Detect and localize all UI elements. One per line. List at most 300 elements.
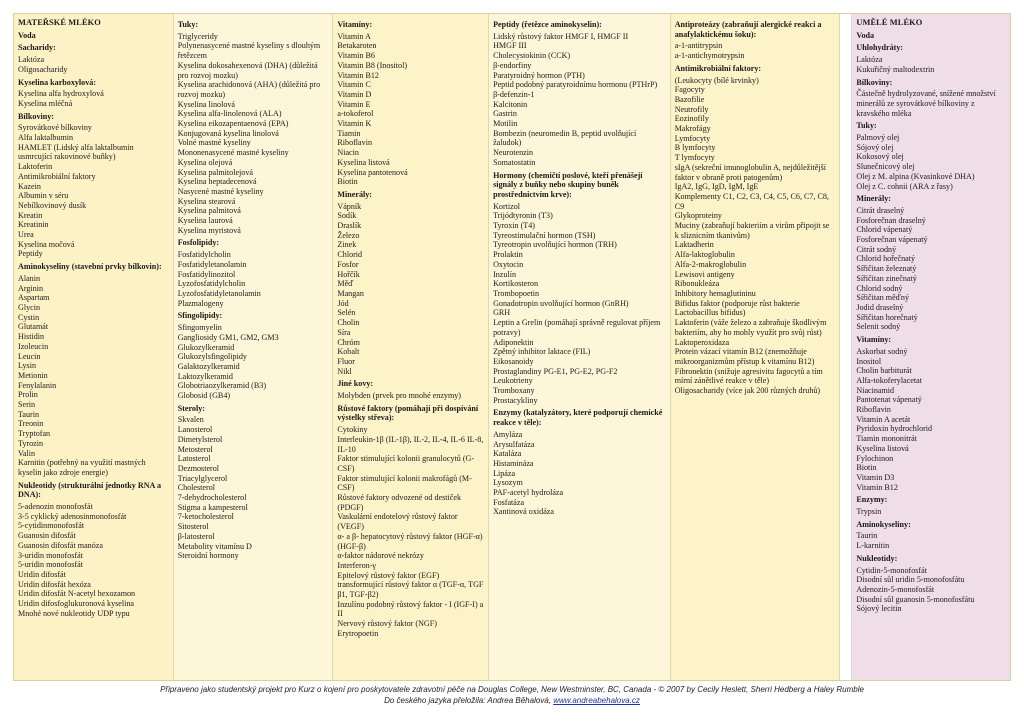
component-item: Muciny (zabraňují bakteriím a virům připojit se k sliznicním tkanivům) bbox=[674, 221, 830, 240]
section-heading: Vitamíny: bbox=[856, 335, 892, 345]
component-item: Lyzofosfatidylcholin bbox=[177, 279, 246, 289]
component-item: IgA2, IgG, IgD, IgM, IgE bbox=[674, 182, 759, 192]
component-item: Adenozin-5-monofosfát bbox=[856, 584, 935, 594]
component-item: Částečně hydrolyzované, snížené množství minerálů ze syrovátkové bílkoviny z kravského mléka bbox=[856, 89, 996, 118]
component-item: Ribonukleáza bbox=[674, 279, 720, 289]
component-item: 5-uridin monofosfát bbox=[18, 560, 83, 570]
section-heading: Sfingolipidy: bbox=[177, 311, 223, 321]
section-heading: Fosfolipidy: bbox=[177, 238, 220, 248]
section-heading: Nukleotidy (strukturální jednotky RNA a DNA): bbox=[18, 480, 162, 500]
component-item: Cytidin-5-monofosfát bbox=[856, 565, 927, 575]
component-item: Síra bbox=[337, 327, 351, 337]
component-item: Tromboxany bbox=[493, 386, 535, 396]
component-item: Guanosin difosfát bbox=[18, 531, 76, 541]
column-breast-milk-fats bbox=[174, 14, 334, 680]
component-item: Nasycené mastné kyseliny bbox=[177, 186, 264, 196]
component-list bbox=[178, 250, 329, 308]
component-item: α- a β- hepatocytový růstový faktor (HGF-α) (HGF-β) bbox=[337, 531, 483, 551]
section-block bbox=[178, 20, 329, 235]
section-heading: Steroly: bbox=[177, 403, 205, 413]
component-item: Fosfatáza bbox=[493, 497, 525, 507]
section-heading: Vitamíny: bbox=[337, 20, 373, 29]
component-item: Alanin bbox=[18, 273, 41, 283]
component-item: Motilin bbox=[493, 119, 518, 129]
section-block bbox=[18, 78, 169, 109]
section-heading: Hormony (chemičtí poslové, kteří přenášejí signály z buňky nebo skupiny buněk prostřednictvím krve): bbox=[493, 170, 643, 199]
component-item: Olej z M. alpina (Kvasinkové DHA) bbox=[856, 171, 975, 181]
component-list bbox=[337, 425, 484, 638]
component-item: Prolin bbox=[18, 390, 38, 400]
component-item: Metabolity vitamínu D bbox=[177, 541, 252, 551]
component-item: Aspartam bbox=[18, 293, 50, 303]
component-item: Metosterol bbox=[177, 444, 213, 454]
component-item: Oligosacharidy (více jak 200 různých druhů) bbox=[674, 386, 821, 396]
component-item: Fylochinon bbox=[856, 453, 894, 463]
component-item: Globotriaozylkeramid (B3) bbox=[177, 381, 267, 391]
component-item: Laktoferin (váže železo a zabraňuje škodlivým bakteriím, aby ho mohly využít pro svůj růst) bbox=[674, 318, 827, 337]
section-heading: Růstové faktory (pomáhají při dospívání výstelky střeva): bbox=[337, 403, 479, 423]
component-item: Histamináza bbox=[493, 458, 534, 468]
component-list bbox=[856, 133, 1006, 191]
component-item: transformující růstový faktor α (TGF-α, TGF β1, TGF-β2) bbox=[337, 580, 484, 600]
component-item: Mangan bbox=[337, 288, 364, 298]
component-item: Zinek bbox=[337, 240, 357, 250]
component-item: Cholin bbox=[337, 318, 360, 328]
component-item: Dezmosterol bbox=[177, 463, 220, 473]
component-item: Gonadotropin uvolňující hormon (GnRH) bbox=[493, 298, 629, 308]
component-item: Citrát sodný bbox=[856, 244, 897, 254]
component-item: Tyrozin bbox=[18, 438, 44, 448]
component-item: Neutrofily bbox=[674, 104, 709, 114]
component-item: Riboflavin bbox=[337, 138, 372, 148]
component-item: Kortikosteron bbox=[493, 279, 539, 289]
component-item: Fosfor bbox=[337, 259, 359, 269]
component-item: Uridin difosfát hexóza bbox=[18, 579, 91, 589]
component-item: Fenylalanin bbox=[18, 380, 57, 390]
component-item: Arginin bbox=[18, 283, 44, 293]
section-block bbox=[675, 20, 836, 61]
component-item: Inositol bbox=[856, 356, 882, 366]
component-item: Neurotenzin bbox=[493, 148, 534, 158]
component-item: Laktoferin bbox=[18, 162, 53, 172]
component-item: Glukozylsfingolipidy bbox=[177, 352, 247, 362]
component-item: Palmový olej bbox=[856, 133, 900, 143]
component-item: Kalcitonin bbox=[493, 99, 528, 109]
component-item: Glukozylkeramid bbox=[177, 342, 235, 352]
section-heading: Uhlohydráty: bbox=[856, 43, 904, 53]
component-item: Kokosový olej bbox=[856, 152, 904, 162]
component-item: Izoleucin bbox=[18, 341, 49, 351]
component-list bbox=[856, 89, 1006, 118]
component-item: 5-cytidinmonofosfát bbox=[18, 521, 85, 531]
section-block bbox=[18, 481, 169, 619]
component-item: Interleukin-1β (IL-1β), IL-2, IL-4, IL-6 IL-8, IL-10 bbox=[337, 434, 484, 454]
component-list bbox=[178, 32, 329, 236]
component-item: Slunečnicový olej bbox=[856, 162, 915, 172]
column-formula-milk bbox=[852, 14, 1010, 680]
component-item: a-1-antichymotrypsin bbox=[674, 51, 745, 61]
component-list bbox=[18, 123, 169, 259]
section-block bbox=[18, 43, 169, 74]
component-item: 3-uridin monofosfát bbox=[18, 550, 83, 560]
component-item: Stigma a kampesterol bbox=[177, 502, 248, 512]
component-item: Prostacykliny bbox=[493, 395, 538, 405]
component-item: Kortizol bbox=[493, 201, 521, 211]
component-item: Oligosacharidy bbox=[18, 64, 68, 74]
component-item: Nikl bbox=[337, 366, 352, 376]
footer-credit: Připraveno jako studentský projekt pro Kurz o kojení pro poskytovatele zdravotní péče na Douglas College, New Westminster, BC, Canada - © 2007 by Cecily Heslett, Sherri Hedberg a Haley Rumble bbox=[160, 685, 864, 694]
component-item: Xantinová oxidáza bbox=[493, 507, 554, 517]
component-item: Betakaroten bbox=[337, 41, 377, 51]
component-item: Amyláza bbox=[493, 429, 523, 439]
component-list bbox=[18, 55, 169, 74]
component-item: Kyselina pantotenová bbox=[337, 167, 408, 177]
component-item: T lymfocyty bbox=[674, 153, 715, 163]
column-breast-milk-antiproteases bbox=[671, 14, 841, 680]
component-item: Laktadherin bbox=[674, 240, 714, 250]
component-item: Vitamin B6 bbox=[337, 51, 375, 61]
component-item: Alfa-tokoferylacetat bbox=[856, 375, 922, 385]
component-item: Sířičitan horečnatý bbox=[856, 312, 918, 322]
component-item: Karnitin (potřebný na využití mastných kyselin jako zdroje energie) bbox=[18, 458, 146, 477]
component-item: Taurin bbox=[856, 531, 878, 541]
component-item: Steroidní hormony bbox=[177, 551, 239, 561]
component-item: Vitamin A bbox=[337, 31, 371, 41]
component-item: PAF-acetyl hydroláza bbox=[493, 488, 564, 498]
component-item: Jód bbox=[337, 298, 349, 308]
component-list bbox=[675, 76, 836, 396]
section-block bbox=[178, 311, 329, 400]
component-item: Bifidus faktor (podporuje růst bakterie Lactobacillus bifidus) bbox=[674, 298, 800, 318]
footer-translator: Do českého jazyka přeložila: Andrea Běhalová, bbox=[384, 696, 554, 705]
component-item: Železo bbox=[337, 230, 360, 240]
component-item: Disodní sůl guanosin 5-monofosfátu bbox=[856, 594, 975, 604]
component-item: Vápník bbox=[337, 201, 362, 211]
component-item: Vaskulární endotelový růstový faktor (VEGF) bbox=[337, 512, 458, 532]
component-item: Fosfatidyletanolamin bbox=[177, 259, 247, 269]
section-heading: Bílkoviny: bbox=[856, 77, 893, 87]
component-item: Kyselina palmitová bbox=[177, 206, 241, 216]
component-item: Fluor bbox=[337, 356, 355, 366]
component-item: Sójový olej bbox=[856, 142, 894, 152]
component-item: Kobalt bbox=[337, 347, 360, 357]
component-item: Laktozylkeramid bbox=[177, 371, 233, 381]
component-item: Laktoperoxidaza bbox=[674, 337, 730, 347]
component-item: Makrofágy bbox=[674, 124, 711, 134]
component-item: Glykoproteiny bbox=[674, 211, 722, 221]
section-heading: Aminokyseliny (stavební prvky bílkovin): bbox=[18, 262, 162, 272]
component-item: Lipáza bbox=[493, 468, 516, 478]
component-item: Dimetylsterol bbox=[177, 434, 223, 444]
component-item: Peptidy bbox=[18, 249, 43, 259]
component-list bbox=[18, 502, 169, 618]
component-item: B lymfocyty bbox=[674, 143, 716, 153]
component-item: Tyreostimulační hormon (TSH) bbox=[493, 230, 596, 240]
section-block bbox=[493, 408, 666, 517]
section-block bbox=[178, 238, 329, 308]
component-item: Kazein bbox=[18, 181, 41, 191]
component-item: Interferon-γ bbox=[337, 560, 377, 570]
component-item: Oxytocin bbox=[493, 259, 524, 269]
component-item: Kyselina olejová bbox=[177, 157, 233, 167]
component-item: Alfa-laktoglobulin bbox=[674, 250, 735, 260]
translator-website-link[interactable]: www.andreabehalova.cz bbox=[553, 696, 640, 705]
section-block bbox=[675, 64, 836, 396]
component-item: Tryptofan bbox=[18, 429, 51, 439]
section-heading: Sacharidy: bbox=[18, 43, 56, 53]
section-heading: Antimikrobiální faktory: bbox=[674, 63, 762, 73]
component-item: Syrovátkové bílkoviny bbox=[18, 123, 92, 133]
component-item: Metionin bbox=[18, 370, 48, 380]
component-item: Gastrin bbox=[493, 109, 517, 119]
footer-translation bbox=[0, 695, 1024, 706]
component-item: β-endorfiny bbox=[493, 60, 532, 70]
component-item: Lewisovi antigeny bbox=[674, 269, 735, 279]
section-block bbox=[856, 554, 1006, 614]
component-item: Sójový lecitin bbox=[856, 604, 902, 614]
component-item: Růstové faktory odvozené od destiček (PDGF) bbox=[337, 493, 461, 512]
component-item: Cytokiny bbox=[337, 425, 368, 435]
component-item: Eikosanoidy bbox=[493, 356, 534, 366]
section-heading: Minerály: bbox=[856, 194, 891, 204]
component-item: Inzulín bbox=[493, 269, 516, 279]
component-item: Sitosterol bbox=[177, 522, 209, 532]
component-item: Triacylglycerol bbox=[177, 473, 228, 483]
component-list bbox=[856, 347, 1006, 493]
component-item: Kreatin bbox=[18, 210, 43, 220]
component-item: Selenit sodný bbox=[856, 322, 901, 332]
component-item: Urea bbox=[18, 230, 34, 240]
component-item: Inhibitory hemaglutininu bbox=[674, 288, 756, 298]
section-block bbox=[856, 194, 1006, 332]
component-item: 3-5 cyklický adenosinmonofosfát bbox=[18, 511, 127, 521]
component-item: Chlorid sodný bbox=[856, 283, 903, 293]
component-list bbox=[337, 391, 484, 401]
component-item: Tyreotropin uvolňující hormon (TRH) bbox=[493, 240, 617, 250]
component-item: Trijódtyronin (T3) bbox=[493, 211, 553, 221]
component-item: Lanosterol bbox=[177, 425, 213, 435]
component-item: Faktor stimulující kolonii makrofágů (M-CSF) bbox=[337, 473, 472, 493]
component-item: Kyselina mléčná bbox=[18, 98, 73, 108]
component-item: Sířičitan zinečnatý bbox=[856, 273, 917, 283]
component-item: Chlorid vápenatý bbox=[856, 225, 913, 235]
section-block bbox=[18, 31, 169, 41]
component-item: Laktóza bbox=[856, 55, 883, 65]
component-item: Alfa-2-makroglobulin bbox=[674, 259, 747, 269]
component-item: Gangliosidy GM1, GM2, GM3 bbox=[177, 332, 279, 342]
section-heading: Tuky: bbox=[856, 121, 877, 131]
component-item: Galaktozylkeramid bbox=[177, 361, 240, 371]
component-item: Uridin difosfát bbox=[18, 569, 66, 579]
component-item: Treonin bbox=[18, 419, 44, 429]
component-list bbox=[856, 531, 1006, 550]
component-item: Alfa laktalbumin bbox=[18, 133, 74, 143]
component-item: Glycin bbox=[18, 302, 41, 312]
component-item: Cholecystokinin (CCK) bbox=[493, 51, 571, 61]
section-block bbox=[856, 43, 1006, 74]
component-item: Disodní sůl uridin 5-monofosfátu bbox=[856, 575, 965, 585]
component-item: α-faktor nádorové nekrózy bbox=[337, 551, 424, 561]
section-heading: Antiproteázy (zabraňují alergické reakci a anafylaktickému šoku): bbox=[674, 20, 822, 39]
component-item: Riboflavin bbox=[856, 405, 891, 415]
section-heading: Voda bbox=[18, 30, 36, 40]
component-item: Laktóza bbox=[18, 55, 45, 65]
section-heading: Jiné kovy: bbox=[337, 379, 374, 389]
section-block bbox=[493, 20, 666, 168]
component-item: Cholesterol bbox=[177, 483, 216, 493]
component-item: Antimikrobiální faktory bbox=[18, 171, 96, 181]
section-heading: Bílkoviny: bbox=[18, 111, 54, 121]
component-item: sIgA (sekreční imunoglobulin A, nejdůležitější faktor v obraně proti patogenům) bbox=[674, 162, 826, 182]
section-block bbox=[856, 520, 1006, 551]
component-item: Glutamát bbox=[18, 322, 49, 332]
section-block bbox=[18, 112, 169, 260]
component-item: Vitamin A acetát bbox=[856, 414, 911, 424]
section-block bbox=[337, 404, 484, 639]
column-title: UMĚLÉ MLÉKO bbox=[856, 18, 923, 27]
component-item: Vitamin D bbox=[337, 89, 372, 99]
component-list bbox=[337, 202, 484, 377]
component-item: Polynenasycené mastné kyseliny s dlouhým řetězcem bbox=[177, 41, 321, 61]
component-list bbox=[178, 323, 329, 401]
component-item: Kukuřičný maltodextrin bbox=[856, 64, 935, 74]
component-item: Erytropoetin bbox=[337, 628, 379, 638]
component-item: Uridin difosfoglukuronová kyselina bbox=[18, 599, 134, 609]
component-item: HAMLET (Lidský alfa laktalbumin usmrcující rakovinové buňky) bbox=[18, 142, 134, 162]
component-list bbox=[675, 41, 836, 60]
component-list bbox=[856, 206, 1006, 332]
component-item: Kyselina arachidonová (AHA) (důležitá pro rozvoj mozku) bbox=[177, 80, 321, 99]
component-item: Triglyceridy bbox=[177, 31, 218, 41]
component-item: Tyroxin (T4) bbox=[493, 221, 535, 231]
component-item: Skvalen bbox=[177, 415, 204, 425]
component-item: Fosfatidylinozitol bbox=[177, 269, 236, 279]
component-item: Cystin bbox=[18, 312, 40, 322]
component-item: Molybden (prvek pro mnohé enzymy) bbox=[337, 391, 461, 401]
section-block bbox=[856, 121, 1006, 191]
section-heading: Tuky: bbox=[177, 20, 199, 29]
component-item: Citrát draselný bbox=[856, 205, 905, 215]
component-item: Vitamin K bbox=[337, 119, 372, 129]
component-list bbox=[493, 32, 666, 168]
component-item: Fagocyty bbox=[674, 85, 705, 95]
component-item: Niacinamid bbox=[856, 385, 895, 395]
component-item: Vitamin B12 bbox=[337, 70, 379, 80]
component-item: β-defenzin-1 bbox=[493, 89, 535, 99]
component-item: Inzulínu podobný růstový faktor - I (IGF-I) a II bbox=[337, 599, 484, 619]
component-item: Kyselina heptadecenová bbox=[177, 177, 257, 187]
component-item: Latosterol bbox=[177, 454, 211, 464]
component-item: Leukotrieny bbox=[493, 376, 533, 386]
component-item: (Leukocyty (bílé krvinky) bbox=[674, 75, 759, 85]
component-item: 5-adenozin monofosfát bbox=[18, 502, 93, 512]
component-item: Kyselina linolová bbox=[177, 99, 236, 109]
component-item: Zpětný inhibitor laktace (FIL) bbox=[493, 347, 591, 357]
component-item: Kyselina listová bbox=[337, 157, 390, 167]
component-item: Fosfatidylcholin bbox=[177, 250, 231, 260]
component-item: Fibronektin (snižuje agresivitu fagocytů a tím mírní zánětlivé reakce v těle) bbox=[674, 366, 823, 386]
component-item: Lysin bbox=[18, 361, 36, 371]
component-item: Biotin bbox=[337, 177, 358, 187]
component-list bbox=[493, 202, 666, 406]
component-item: Trypsin bbox=[856, 507, 882, 517]
component-list bbox=[18, 89, 169, 108]
component-item: Fosforečnan draselný bbox=[856, 215, 926, 225]
component-item: Faktor stimulující kolonii granulocytů (G-CSF) bbox=[337, 454, 475, 473]
component-list bbox=[18, 274, 169, 478]
component-item: Protein vázací vitamín B12 (znemožňuje mikroorganizmům přístup k vitamínu B12) bbox=[674, 347, 815, 366]
component-item: Mnohé nové nukleotidy UDP typu bbox=[18, 608, 130, 618]
component-item: Lyzofosfatidyletanolamin bbox=[177, 288, 261, 298]
component-item: Niacin bbox=[337, 148, 359, 158]
section-heading: Kyselina karboxylová: bbox=[18, 77, 97, 87]
component-item: Měď bbox=[337, 279, 354, 289]
component-item: L-karnitin bbox=[856, 541, 890, 551]
column-breast-milk bbox=[14, 14, 174, 680]
component-item: Selén bbox=[337, 308, 356, 318]
component-item: β-latosterol bbox=[177, 531, 215, 541]
component-item: Volné mastné kyseliny bbox=[177, 138, 251, 148]
section-block bbox=[337, 379, 484, 400]
component-item: Lysozym bbox=[493, 478, 523, 488]
component-item: Chlorid hořečnatý bbox=[856, 254, 916, 264]
component-item: Kyselina alfa-linolenová (ALA) bbox=[177, 109, 282, 119]
component-item: Paratyroidný hormon (PTH) bbox=[493, 70, 585, 80]
component-item: Vitamin B12 bbox=[856, 482, 898, 492]
component-item: Globosid (GB4) bbox=[177, 391, 231, 401]
section-block bbox=[337, 190, 484, 376]
component-item: Kyselina dokosahexenová (DHA) (důležitá pro rozvoj mozku) bbox=[177, 60, 318, 80]
component-list bbox=[493, 430, 666, 517]
component-item: Kyselina alfa hydroxylová bbox=[18, 89, 104, 99]
section-heading: Peptidy (řetězce aminokyselin): bbox=[493, 20, 602, 29]
component-item: Lidský růstový faktor HMGF I, HMGF II bbox=[493, 31, 629, 41]
component-item: Sodík bbox=[337, 211, 357, 221]
component-item: Serin bbox=[18, 400, 36, 410]
component-item: Nervový růstový faktor (NGF) bbox=[337, 619, 437, 629]
component-item: Bombezin (neuromedin B, peptid uvolňující žaludok) bbox=[493, 128, 637, 148]
component-item: Olej z C. cohnii (ARA z řasy) bbox=[856, 181, 953, 191]
component-list bbox=[856, 55, 1006, 74]
component-item: Sfingomyelin bbox=[177, 323, 222, 333]
component-item: Kataláza bbox=[493, 449, 522, 459]
component-item: Kyselina močová bbox=[18, 239, 75, 249]
component-item: Nebílkovinový dusík bbox=[18, 200, 87, 210]
component-item: Arysulfatáza bbox=[493, 439, 535, 449]
component-item: Kyselina laurová bbox=[177, 216, 233, 226]
component-list bbox=[856, 566, 1006, 615]
comparison-table bbox=[13, 13, 1011, 681]
component-item: HMGF III bbox=[493, 41, 527, 51]
section-heading: Enzymy: bbox=[856, 495, 888, 505]
column-divider bbox=[840, 14, 852, 680]
component-item: a-tokoferol bbox=[337, 109, 374, 119]
section-heading: Enzymy (katalyzátory, které podporují chemické reakce v těle): bbox=[493, 408, 663, 428]
component-list bbox=[856, 507, 1006, 517]
component-item: 7-dehydrocholesterol bbox=[177, 493, 247, 503]
section-heading: Voda bbox=[856, 30, 875, 40]
component-item: Leptin a Grelin (pomáhají správně regulovat příjem potravy) bbox=[493, 318, 661, 337]
component-item: Vitamin E bbox=[337, 99, 371, 109]
component-item: Askorbat sodný bbox=[856, 346, 908, 356]
component-item: Albumin v séru bbox=[18, 191, 69, 201]
component-item: Cholin barbiturát bbox=[856, 366, 912, 376]
component-item: Adiponektin bbox=[493, 337, 534, 347]
component-item: Eozinofily bbox=[674, 114, 709, 124]
component-item: Epitelový růstový faktor (EGF) bbox=[337, 570, 440, 580]
component-item: Sířičitan měďný bbox=[856, 293, 910, 303]
section-block bbox=[337, 20, 484, 187]
